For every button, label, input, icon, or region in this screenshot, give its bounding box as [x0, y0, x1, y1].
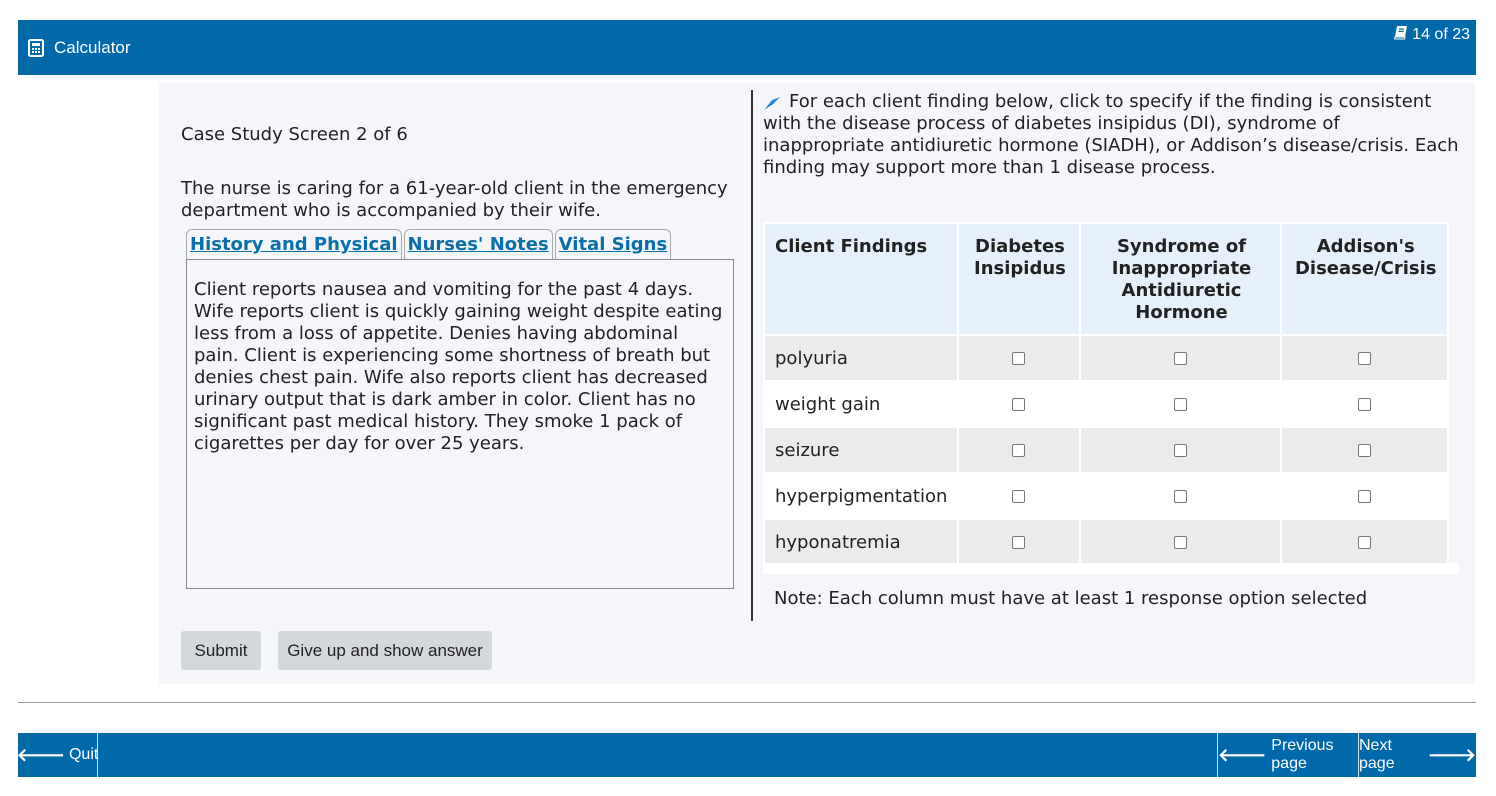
question-panel: [159, 83, 1475, 684]
page-counter: [1394, 25, 1470, 45]
column-header-siadh: Syndrome of Inappropriate Antidiuretic Hormone: [1080, 223, 1282, 335]
checkbox-addisons[interactable]: [1358, 536, 1371, 549]
checkbox-diabetes-insipidus[interactable]: [1012, 444, 1025, 457]
question-instruction-text: For each client finding below, click to specify if the finding is consistent with the disease process of diabetes insipidus (DI), syndrome of inappropriate antidiuretic hormone (SIADH), or Addison’s disease/crisis. Each finding may support more than 1 disease process.: [763, 91, 1459, 178]
submit-button[interactable]: Submit: [181, 631, 261, 670]
response-note: Note: Each column must have at least 1 response option selected: [774, 588, 1368, 609]
column-header-addisons: Addison's Disease/Crisis: [1281, 223, 1448, 335]
table-row: [764, 473, 1448, 519]
checkbox-siadh[interactable]: [1174, 536, 1187, 549]
checkbox-addisons[interactable]: [1358, 352, 1371, 365]
pane-divider: [751, 90, 753, 621]
bottom-nav-bar: [18, 733, 1476, 777]
calculator-icon: [28, 39, 44, 57]
findings-matrix: [763, 222, 1449, 566]
divider-line: [18, 702, 1476, 703]
table-row: [764, 381, 1448, 427]
arrow-left-icon: 🡐: [1218, 744, 1267, 765]
checkbox-addisons[interactable]: [1358, 490, 1371, 503]
matrix-header-row: [764, 223, 1448, 335]
finding-label: polyuria: [764, 335, 958, 381]
tab-vital-signs[interactable]: Vital Signs: [555, 229, 672, 259]
case-tabs: [186, 229, 671, 259]
checkbox-addisons[interactable]: [1358, 398, 1371, 411]
matrix-footer-strip: [763, 563, 1459, 574]
checkbox-diabetes-insipidus[interactable]: [1012, 352, 1025, 365]
checkbox-siadh[interactable]: [1174, 398, 1187, 411]
arrow-left-icon: 🡐: [16, 744, 65, 765]
finding-label: hyponatremia: [764, 519, 958, 565]
next-page-label: Next page: [1359, 737, 1395, 772]
table-row: [764, 519, 1448, 565]
checkbox-addisons[interactable]: [1358, 444, 1371, 457]
checkbox-siadh[interactable]: [1174, 352, 1187, 365]
next-page-button[interactable]: [1358, 733, 1476, 777]
column-header-diabetes-insipidus: Diabetes Insipidus: [958, 223, 1079, 335]
checkbox-siadh[interactable]: [1174, 490, 1187, 503]
tab-content-panel: Client reports nausea and vomiting for the past 4 days. Wife reports client is quickly gaining weight despite eating less from a loss of appetite. Denies having abdominal pain. Client is experiencing some shortness of breath but denies chest pain. Wife also reports client has decreased urinary output that is dark amber in color. Client has no significant past medical history. They smoke 1 pack of cigarettes per day for over 25 years.: [186, 259, 734, 589]
quit-label: Quit: [68, 746, 99, 763]
give-up-button[interactable]: Give up and show answer: [278, 631, 492, 670]
quit-button[interactable]: [18, 733, 98, 777]
top-bar: [18, 20, 1476, 75]
case-scenario-text: The nurse is caring for a 61-year-old client in the emergency department who is accompanied by their wife.: [181, 178, 728, 221]
column-header-client-findings: Client Findings: [764, 223, 958, 335]
previous-page-button[interactable]: [1217, 733, 1358, 777]
question-instruction: [763, 91, 1463, 179]
table-row: [764, 427, 1448, 473]
calculator-label: Calculator: [54, 38, 131, 57]
arrow-right-icon: 🡒: [1427, 744, 1476, 765]
checkbox-diabetes-insipidus[interactable]: [1012, 490, 1025, 503]
checkbox-siadh[interactable]: [1174, 444, 1187, 457]
book-icon: [1394, 25, 1408, 45]
case-study-screen-label: Case Study Screen 2 of 6: [181, 124, 408, 145]
checkbox-diabetes-insipidus[interactable]: [1012, 536, 1025, 549]
pointer-arrow-icon: [763, 95, 781, 111]
case-study-pane: [159, 83, 751, 623]
tab-history-and-physical[interactable]: History and Physical: [186, 229, 402, 259]
tab-nurses-notes[interactable]: Nurses' Notes: [404, 229, 553, 259]
page-counter-text: 14 of 23: [1412, 26, 1470, 43]
checkbox-diabetes-insipidus[interactable]: [1012, 398, 1025, 411]
finding-label: hyperpigmentation: [764, 473, 958, 519]
finding-label: weight gain: [764, 381, 958, 427]
calculator-button[interactable]: [28, 38, 131, 58]
table-row: [764, 335, 1448, 381]
finding-label: seizure: [764, 427, 958, 473]
previous-page-label: Previous page: [1271, 737, 1334, 772]
